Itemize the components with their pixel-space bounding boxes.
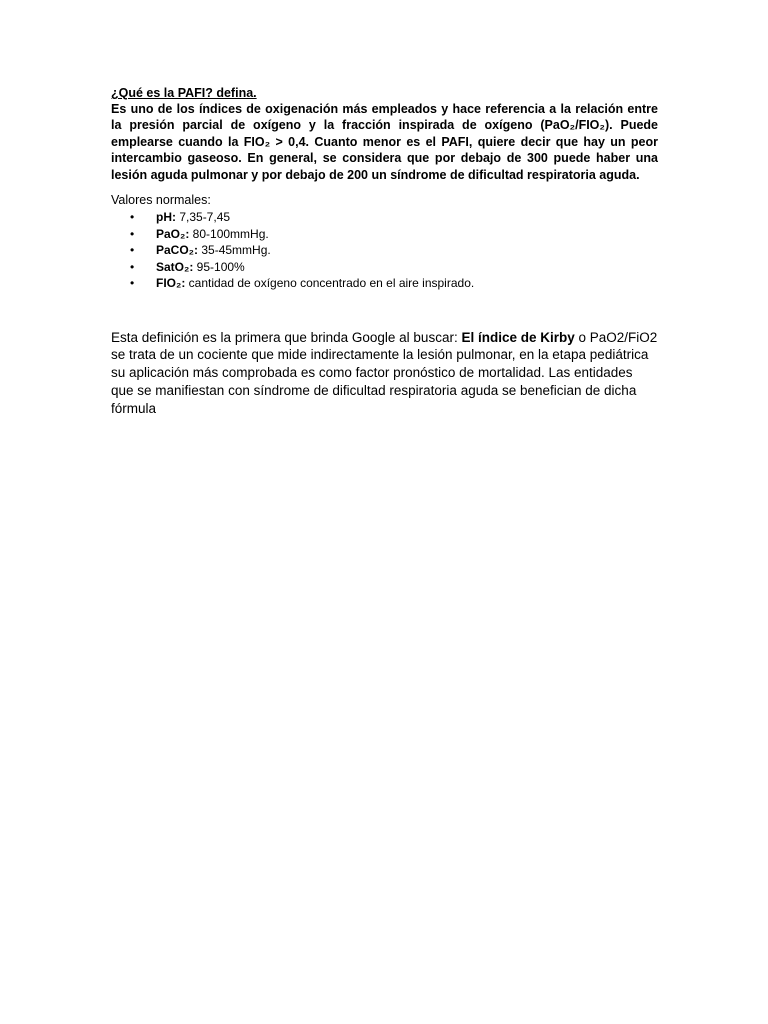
- value-text: 35-45mmHg.: [198, 243, 271, 258]
- value-text: 95-100%: [193, 259, 245, 274]
- list-item: [111, 259, 658, 276]
- list-item: [111, 209, 658, 226]
- bullet-icon: •: [130, 226, 135, 241]
- value-label: pH:: [156, 210, 176, 225]
- value-text: 80-100mmHg.: [189, 226, 269, 241]
- list-item: [111, 275, 658, 292]
- explanation-bold-article: El: [461, 329, 478, 345]
- value-label: SatO₂:: [156, 259, 194, 274]
- value-text: cantidad de oxígeno concentrado en el aire inspirado.: [185, 276, 475, 291]
- question-heading: ¿Qué es la PAFI? defina.: [111, 86, 257, 100]
- value-label: PaO₂:: [156, 226, 190, 241]
- normal-values-label: Valores normales:: [111, 193, 211, 208]
- explanation-body: o PaO2/FiO2 se trata de un cociente que mide indirectamente la lesión pulmonar, en la etapa pediátrica su aplicación más comprobada es como factor pronóstico de mortalidad. Las entidades que se manifiestan con síndrome de dificultad respiratoria aguda se benefician de dicha fórmula: [111, 329, 658, 416]
- intro-paragraph: Es uno de los índices de oxigenación más empleados y hace referencia a la relación entre la presión parcial de oxígeno y la fracción inspirada de oxígeno (PaO₂/FIO₂). Puede emplearse cuando la FIO₂ > 0,4. Cuanto menor es el PAFI, quiere decir que hay un peor intercambio gaseoso. En general, se considera que por debajo de 300 puede haber una lesión aguda pulmonar y por debajo de 200 un síndrome de dificultad respiratoria aguda.: [111, 102, 658, 182]
- bullet-icon: •: [130, 259, 135, 274]
- normal-values-list: [111, 209, 658, 292]
- bullet-icon: •: [130, 210, 135, 225]
- kirby-index-term: índice de Kirby: [477, 329, 575, 345]
- list-item: [111, 242, 658, 259]
- document-content: [111, 85, 658, 418]
- value-label: PaCO₂:: [156, 243, 199, 258]
- bullet-icon: •: [130, 276, 135, 291]
- bullet-icon: •: [130, 243, 135, 258]
- explanation-paragraph: [111, 329, 658, 418]
- list-item: [111, 226, 658, 243]
- value-label: FIO₂:: [156, 276, 186, 291]
- explanation-intro: Esta definición es la primera que brinda Google al buscar:: [111, 329, 462, 345]
- value-text: 7,35-7,45: [176, 210, 231, 225]
